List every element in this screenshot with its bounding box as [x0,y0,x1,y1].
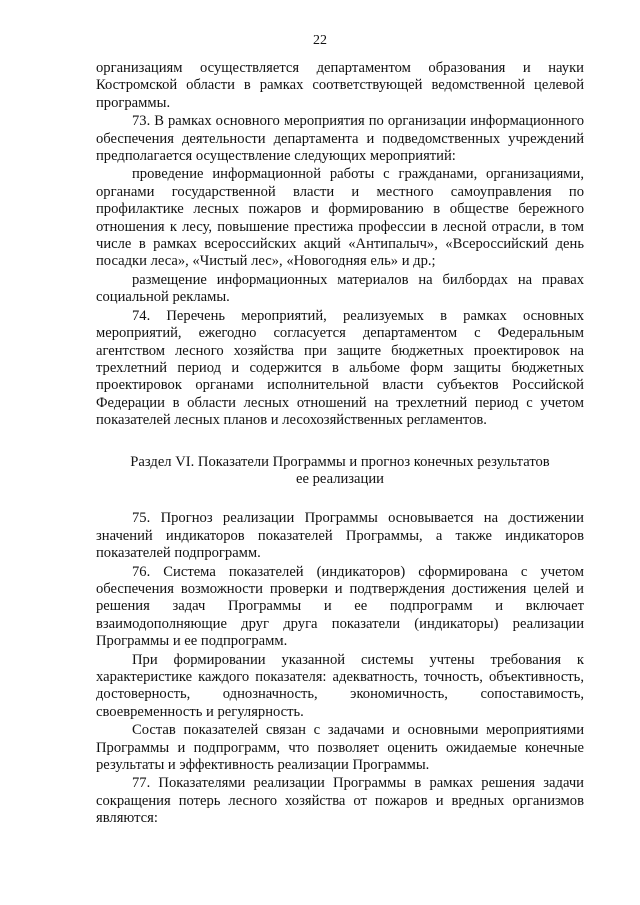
paragraph-75: 75. Прогноз реализации Программы основывается на достижении значений индикаторов показателей Программы, а также индикаторов показателей подпрограмм. [96,510,584,562]
section-heading-line-1: Раздел VI. Показатели Программы и прогноз конечных результатов [130,453,550,470]
page-number: 22 [313,33,327,48]
paragraph-76: 76. Система показателей (индикаторов) сформирована с учетом обеспечения возможности проверки и подтверждения достижения целей и решения задач Программы и ее подпрограмм и включает взаимодополняющие друг друга показатели (индикаторы) реализации Программы и ее подпрограмм. [96,563,584,650]
paragraph-74: 74. Перечень мероприятий, реализуемых в рамках основных мероприятий, ежегодно согласуется департаментом с Федеральным агентством лесного хозяйства при защите бюджетных проектировок на трехлетний период и содержится в альбоме форм защиты бюджетных проектировок органами исполнительной власти субъектов Российской Федерации в области лесных отношений на трехлетний период с учетом показателей лесных планов и лесохозяйственных регламентов. [96,307,584,429]
document-body [96,60,584,828]
section-heading [96,454,584,489]
paragraph-73-item-1: проведение информационной работы с гражданами, организациями, органами государственной власти и местного самоуправления по профилактике лесных пожаров и формированию в обществе бережного отношения к лесу, повышение престижа профессии в лесной отрасли, в том числе в рамках всероссийских акций «Антипалыч», «Всероссийский день посадки леса», «Чистый лес», «Новогодняя ель» и др.; [96,166,584,270]
paragraph-73-item-2: размещение информационных материалов на билбордах на правах социальной рекламы. [96,271,584,306]
paragraph-continuation: организациям осуществляется департаментом образования и науки Костромской области в рамках соответствующей ведомственной целевой программы. [96,60,584,111]
paragraph-73: 73. В рамках основного мероприятия по организации информационного обеспечения деятельности департамента и подведомственных учреждений предполагается осуществление следующих мероприятий: [96,113,584,165]
paragraph-76-requirements: При формировании указанной системы учтены требования к характеристике каждого показателя: адекватность, точность, объективность, достоверность, однозначность, экономичность, сопоставимость, своевременность и регулярность. [96,651,584,720]
paragraph-76-composition: Состав показателей связан с задачами и основными мероприятиями Программы и подпрограмм, что позволяет оценить ожидаемые конечные результаты и эффективность реализации Программы. [96,722,584,774]
paragraph-77: 77. Показателями реализации Программы в рамках решения задачи сокращения потерь лесного хозяйства от пожаров и вредных организмов являются: [96,775,584,827]
section-heading-line-2: ее реализации [296,470,384,487]
